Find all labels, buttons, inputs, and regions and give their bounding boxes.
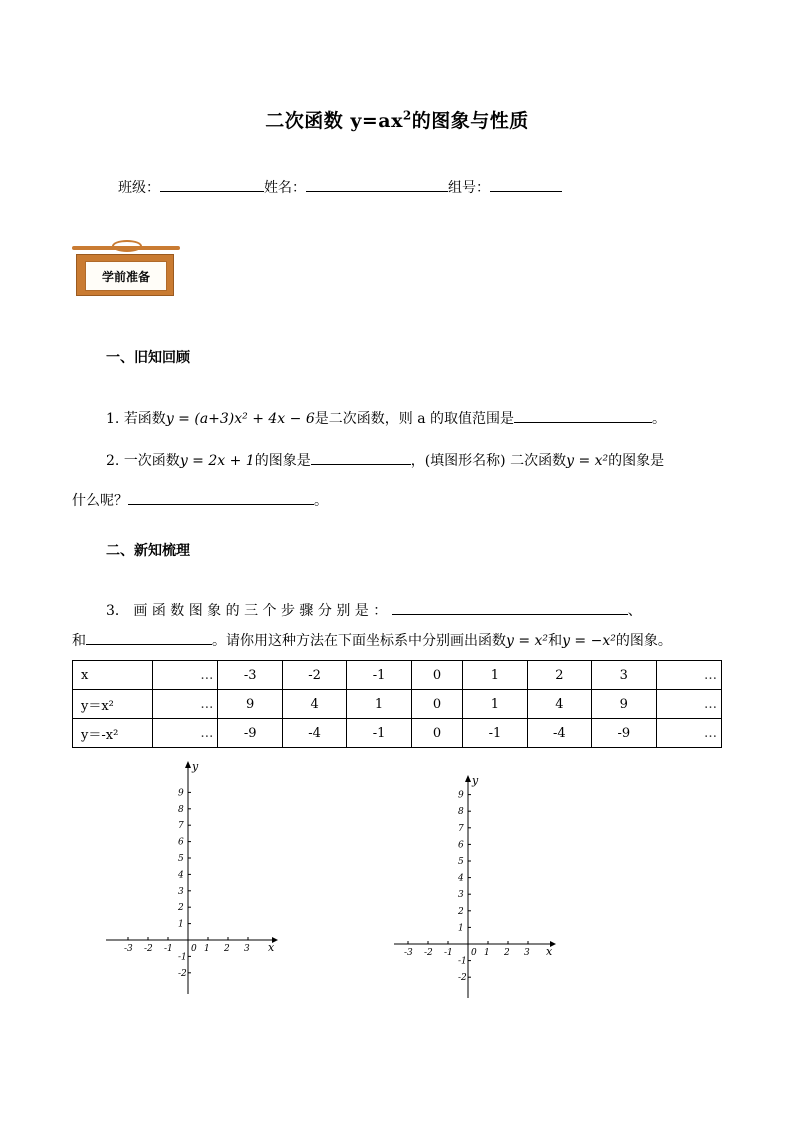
title-prefix: 二次函数 y=ax: [265, 110, 403, 132]
q3-line2-start: 和: [72, 633, 86, 649]
q1-text-b: 是二次函数，则 a 的取值范围是: [314, 411, 514, 427]
x-tick-label: -1: [164, 944, 173, 954]
y-tick-label: -1: [178, 952, 187, 963]
table-cell: 1: [463, 690, 527, 719]
q3-and: 和: [548, 633, 563, 649]
y-tick-label: -2: [458, 973, 467, 984]
table-cell: …: [153, 719, 218, 748]
question-1: [106, 408, 666, 428]
q2-formula-2: y = x²: [566, 453, 609, 469]
group-field[interactable]: [490, 178, 562, 192]
y-tick-label: 7: [458, 823, 464, 834]
table-cell: -2: [282, 661, 346, 690]
x-tick-label: 0: [471, 948, 477, 958]
y-axis-arrow-icon: [185, 761, 191, 768]
table-cell: …: [656, 719, 721, 748]
section-new: 二、新知梳理: [106, 543, 190, 559]
x-axis-label: x: [268, 941, 275, 954]
x-tick-label: -2: [424, 948, 433, 958]
y-axis-arrow-icon: [465, 775, 471, 782]
y-tick-label: 6: [178, 837, 184, 848]
q3-answer-field-2[interactable]: [86, 631, 212, 645]
y-tick-label: 4: [458, 873, 464, 884]
y-tick-label: 8: [458, 807, 464, 818]
y-tick-label: 2: [458, 906, 464, 917]
table-cell: 1: [463, 661, 527, 690]
name-label: 姓名：: [264, 180, 306, 196]
q2-answer-field-1[interactable]: [311, 451, 411, 465]
y-tick-label: 3: [458, 890, 464, 901]
q2-number: 2.: [106, 453, 120, 469]
x-tick-label: -3: [404, 948, 413, 958]
table-cell: -1: [347, 719, 411, 748]
x-tick-label: 2: [504, 948, 510, 958]
coordinate-grid-1[interactable]: [100, 758, 280, 998]
table-cell: …: [656, 661, 721, 690]
table-cell: -9: [592, 719, 656, 748]
table-row: [73, 661, 722, 690]
y-tick-label: 9: [178, 788, 184, 799]
question-3-line-2: [72, 630, 672, 650]
q1-formula: y = (a+3)x² + 4x − 6: [165, 411, 315, 427]
group-label: 组号：: [448, 180, 490, 196]
y-tick-label: 6: [458, 840, 464, 851]
question-3: [106, 600, 642, 620]
question-2-line-2: [72, 490, 328, 510]
y-tick-label: -2: [178, 968, 187, 979]
y-tick-label: 3: [178, 886, 184, 897]
table-cell: 0: [411, 719, 462, 748]
q3-sep: 、: [627, 603, 642, 619]
x-tick-label: 0: [191, 944, 197, 954]
values-table: [72, 660, 722, 748]
q2-text-d: 的图象是: [608, 453, 665, 469]
q1-end: 。: [652, 411, 666, 427]
table-cell: …: [153, 690, 218, 719]
table-row: [73, 690, 722, 719]
table-cell: 2: [527, 661, 591, 690]
y-tick-label: 1: [458, 923, 464, 934]
table-cell: -1: [347, 661, 411, 690]
q2-formula-1: y = 2x + 1: [179, 453, 255, 469]
table-cell: -4: [282, 719, 346, 748]
table-cell: -4: [527, 719, 591, 748]
class-label: 班级：: [118, 180, 160, 196]
student-info: [118, 177, 562, 197]
table-cell: …: [153, 661, 218, 690]
q3-text-c: 的图象。: [615, 633, 672, 649]
table-cell: 9: [592, 690, 656, 719]
q1-number: 1.: [106, 411, 120, 427]
x-tick-label: 3: [244, 944, 250, 954]
x-tick-label: -2: [144, 944, 153, 954]
page-title: [0, 106, 794, 133]
y-tick-label: 4: [178, 870, 184, 881]
section-badge: [72, 236, 182, 300]
section-review: 一、旧知回顾: [106, 350, 190, 366]
question-2: [106, 450, 664, 470]
y-axis-label: y: [192, 760, 199, 773]
y-tick-label: 1: [178, 919, 184, 930]
table-row-label: y＝-x²: [73, 719, 153, 748]
y-tick-label: 9: [458, 790, 464, 801]
title-sup: 2: [402, 108, 412, 123]
x-tick-label: 1: [484, 948, 490, 958]
y-tick-label: 5: [178, 854, 184, 864]
q2-end: 。: [314, 493, 328, 509]
table-cell: 9: [218, 690, 282, 719]
q3-answer-field-1[interactable]: [392, 601, 628, 615]
title-suffix: 的图象与性质: [411, 110, 529, 132]
badge-label: 学前准备: [85, 261, 167, 291]
q1-answer-field[interactable]: [514, 409, 652, 423]
name-field[interactable]: [306, 178, 448, 192]
x-tick-label: 3: [524, 948, 530, 958]
q3-formula-1: y = x²: [506, 633, 549, 649]
x-tick-label: 2: [224, 944, 230, 954]
y-tick-label: -1: [458, 956, 467, 967]
badge-board: [76, 254, 174, 296]
q3-number: 3．: [106, 603, 129, 619]
table-row-label: y＝x²: [73, 690, 153, 719]
y-axis-label: y: [472, 774, 479, 787]
table-row-label: x: [73, 661, 153, 690]
coordinate-grid-2[interactable]: [388, 772, 558, 1002]
table-cell: …: [656, 690, 721, 719]
table-cell: 1: [347, 690, 411, 719]
q3-formula-2: y = −x²: [562, 633, 616, 649]
table-cell: 4: [282, 690, 346, 719]
q2-answer-field-2[interactable]: [128, 491, 314, 505]
q1-text-a: 若函数: [123, 411, 166, 427]
y-tick-label: 8: [178, 804, 184, 815]
q3-text-a: 画 函 数 图 象 的 三 个 步 骤 分 别 是 ：: [133, 603, 388, 619]
x-tick-label: -3: [124, 944, 133, 954]
class-field[interactable]: [160, 178, 264, 192]
table-row: [73, 719, 722, 748]
table-cell: 4: [527, 690, 591, 719]
y-tick-label: 7: [178, 821, 184, 832]
q2-text-c: ，(填图形名称) 二次函数: [410, 453, 567, 469]
table-cell: -9: [218, 719, 282, 748]
x-tick-label: -1: [444, 948, 453, 958]
table-cell: 3: [592, 661, 656, 690]
table-cell: -3: [218, 661, 282, 690]
q2-line2-text: 什么呢？: [72, 493, 128, 509]
q2-text-b: 的图象是: [254, 453, 311, 469]
q3-text-b: 。请你用这种方法在下面坐标系中分别画出函数: [212, 633, 506, 649]
y-tick-label: 5: [458, 857, 464, 867]
x-axis-label: x: [546, 945, 553, 958]
q2-text-a: 一次函数: [123, 453, 180, 469]
table-cell: 0: [411, 661, 462, 690]
table-cell: -1: [463, 719, 527, 748]
table-cell: 0: [411, 690, 462, 719]
badge-knot-icon: [112, 240, 142, 252]
y-tick-label: 2: [178, 903, 184, 914]
x-tick-label: 1: [204, 944, 210, 954]
